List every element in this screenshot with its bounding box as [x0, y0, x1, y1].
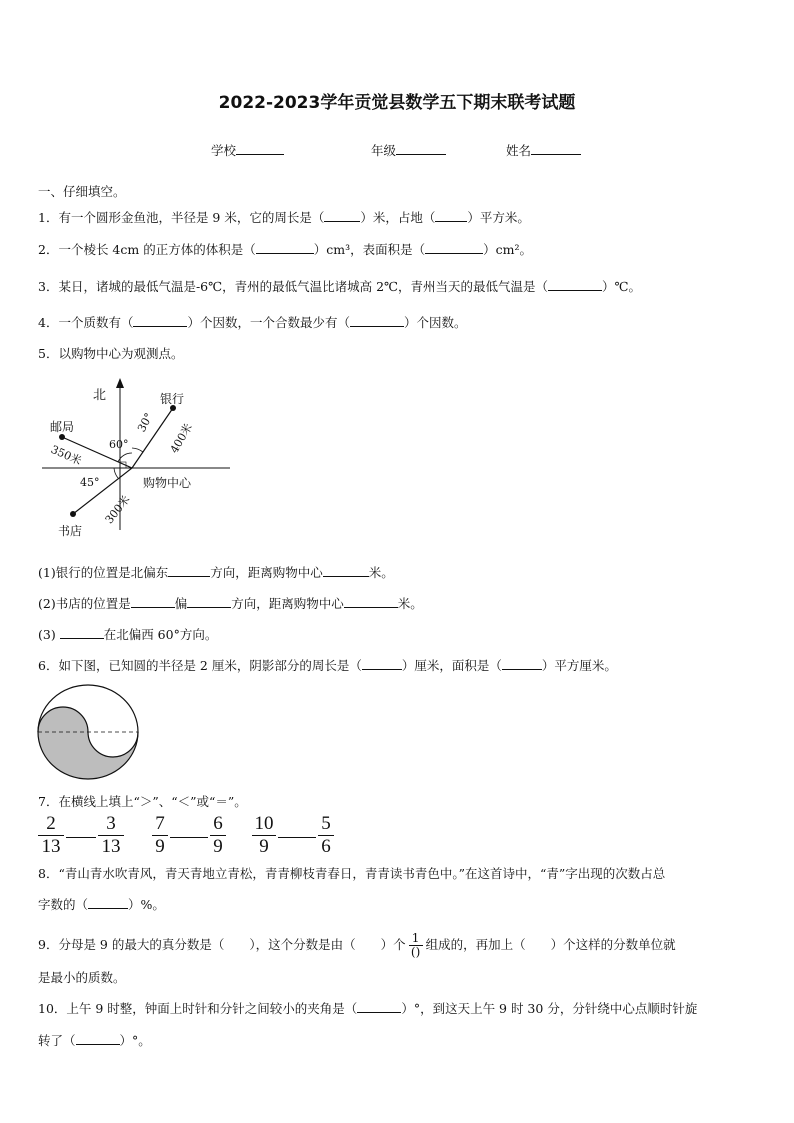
angle-45-label: 45°: [80, 476, 100, 489]
q5-2-blank-1[interactable]: [131, 595, 175, 608]
q2-text-b: ）cm³，表面积是（: [313, 242, 426, 257]
fraction-2-right: [210, 814, 226, 857]
q3-text-a: 3．某日，诸城的最低气温是-6℃，青州的最低气温比诸城高 2℃，青州当天的最低气温是（: [38, 279, 549, 294]
q10-blank-2[interactable]: [76, 1032, 120, 1045]
q1-text-c: ）平方米。: [467, 210, 530, 225]
fraction-denominator: 9: [259, 836, 269, 857]
question-5-part-3: [38, 625, 217, 643]
name-field: [506, 141, 581, 159]
q5-1-blank-1[interactable]: [168, 564, 210, 577]
q10-text-a: 10．上午 9 时整，钟面上时针和分针之间较小的夹角是（: [38, 1001, 358, 1016]
question-8-line-1: 8．“青山青水吹青风，青天青地立青松，青青柳枝青春日，青青读书青色中。”在这首诗中，“青”字出现的次数占总: [38, 866, 666, 881]
section-heading: 一、仔细填空。: [38, 184, 126, 199]
distance-350-label: 350米: [48, 442, 84, 468]
q1-text-a: 1．有一个圆形金鱼池，半径是 9 米，它的周长是（: [38, 210, 325, 225]
q10-text-b: ）°，到这天上午 9 时 30 分，分针绕中心点顺时针旋: [401, 1001, 698, 1016]
fraction-denominator: 9: [155, 836, 165, 857]
q6-blank-1[interactable]: [362, 657, 402, 670]
grade-label: 年级: [371, 143, 397, 158]
post-office-label: 邮局: [50, 420, 75, 434]
q4-text-c: ）个因数。: [403, 315, 467, 330]
fraction-numerator: 3: [106, 813, 116, 834]
question-8-line-2: [38, 895, 165, 913]
q10-text-c: 转了（: [38, 1033, 76, 1048]
q8-text-a: 字数的（: [38, 897, 89, 912]
q5-1-blank-2[interactable]: [323, 564, 369, 577]
q5-2-text-c: 方向，距离购物中心: [231, 596, 344, 611]
q2-blank-1[interactable]: [256, 241, 314, 254]
compare-line-2[interactable]: [170, 837, 208, 838]
q2-text-a: 2．一个棱长 4cm 的正方体的体积是（: [38, 242, 256, 257]
school-label: 学校: [211, 143, 237, 158]
unit-fraction: [409, 932, 423, 959]
school-blank[interactable]: [236, 142, 284, 155]
compare-line-1[interactable]: [66, 837, 96, 838]
distance-300-label: 300米: [102, 493, 133, 527]
q2-blank-2[interactable]: [425, 241, 483, 254]
q2-text-c: ）cm²。: [483, 242, 532, 257]
q6-blank-2[interactable]: [502, 657, 542, 670]
q4-text-b: ）个因数，一个合数最少有（: [187, 315, 350, 330]
fraction-2-left: [152, 814, 168, 857]
q5-3-text-a: (3): [38, 627, 56, 642]
q6-text-c: ）平方厘米。: [541, 658, 617, 673]
name-label: 姓名: [506, 143, 532, 158]
q4-blank-1[interactable]: [133, 314, 187, 327]
question-2: [38, 240, 532, 258]
question-5: 5．以购物中心为观测点。: [38, 346, 184, 361]
q8-text-b: ）%。: [128, 897, 165, 912]
grade-blank[interactable]: [396, 142, 446, 155]
q1-text-b: ）米，占地（: [360, 210, 436, 225]
fraction-denominator: 9: [213, 836, 223, 857]
fraction-numerator: 10: [254, 813, 274, 834]
q5-2-text-b: 偏: [174, 596, 188, 611]
q3-blank-1[interactable]: [548, 278, 602, 291]
question-10-line-2: [38, 1031, 151, 1049]
question-10-line-1: [38, 999, 697, 1017]
angle-60-label: 60°: [109, 438, 129, 451]
fraction-denominator: 6: [321, 836, 331, 857]
name-blank[interactable]: [531, 142, 581, 155]
q6-text-b: ）厘米，面积是（: [401, 658, 502, 673]
north-label: 北: [93, 388, 107, 403]
q1-blank-2[interactable]: [435, 209, 467, 222]
q8-blank-1[interactable]: [88, 896, 128, 909]
fraction-numerator: 2: [46, 813, 56, 834]
angle-arc-45: [114, 468, 118, 478]
fraction-denominator: 13: [41, 836, 61, 857]
school-field: [211, 141, 284, 159]
question-3: [38, 277, 641, 295]
shopping-center-label: 购物中心: [143, 476, 192, 490]
question-7: 7．在横线上填上“＞”、“＜”或“＝”。: [38, 794, 247, 809]
shaded-circle-figure: [35, 683, 141, 783]
shaded-region: [38, 707, 138, 779]
question-6: [38, 656, 617, 674]
q9-text-b: 组成的，再加上（ ）个这样的分数单位就: [425, 937, 676, 952]
q4-text-a: 4．一个质数有（: [38, 315, 134, 330]
q5-2-blank-2[interactable]: [187, 595, 231, 608]
grade-field: [371, 141, 446, 159]
fraction-numerator: 1: [411, 931, 420, 945]
bookstore-dot: [70, 511, 76, 517]
fraction-numerator: 6: [213, 813, 223, 834]
q10-text-d: ）°。: [119, 1033, 151, 1048]
fraction-denominator[interactable]: (): [410, 945, 421, 959]
q3-text-b: ）℃。: [602, 279, 642, 294]
q4-blank-2[interactable]: [350, 314, 404, 327]
question-9-line-2: 是最小的质数。: [38, 970, 126, 985]
fraction-denominator: 13: [101, 836, 121, 857]
q5-1-text-c: 米。: [368, 565, 394, 580]
angle-30-label: 30°: [135, 410, 156, 435]
q6-text-a: 6．如下图，已知圆的半径是 2 厘米，阴影部分的周长是（: [38, 658, 362, 673]
q5-1-text-b: 方向，距离购物中心: [210, 565, 323, 580]
angle-arc-30: [132, 448, 143, 452]
fraction-3-right: [318, 814, 334, 857]
q5-3-text-b: 在北偏西 60°方向。: [103, 627, 218, 642]
question-5-part-2: [38, 594, 423, 612]
q1-blank-1[interactable]: [324, 209, 360, 222]
question-4: [38, 313, 467, 331]
fraction-1-left: [38, 814, 64, 857]
distance-400-label: 400米: [167, 421, 195, 456]
q5-1-text-a: (1)银行的位置是北偏东: [38, 565, 169, 580]
bank-label: 银行: [160, 392, 185, 406]
bookstore-label: 书店: [58, 524, 83, 538]
question-9-line-1: [38, 932, 676, 959]
q5-2-text-d: 米。: [397, 596, 423, 611]
q9-text-a: 9．分母是 9 的最大的真分数是（ ），这个分数是由（ ）个: [38, 937, 406, 952]
q10-blank-1[interactable]: [357, 1000, 401, 1013]
question-5-part-1: [38, 563, 394, 581]
page-title: 2022-2023学年贡觉县数学五下期末联考试题: [218, 93, 576, 113]
q5-2-blank-3[interactable]: [344, 595, 398, 608]
fraction-1-right: [98, 814, 124, 857]
fraction-3-left: [252, 814, 276, 857]
q5-3-blank-1[interactable]: [60, 626, 104, 639]
q5-2-text-a: (2)书店的位置是: [38, 596, 131, 611]
fraction-numerator: 5: [321, 813, 331, 834]
compare-line-3[interactable]: [278, 837, 316, 838]
question-1: [38, 208, 530, 226]
fraction-numerator: 7: [155, 813, 165, 834]
north-arrow-icon: [116, 378, 124, 388]
